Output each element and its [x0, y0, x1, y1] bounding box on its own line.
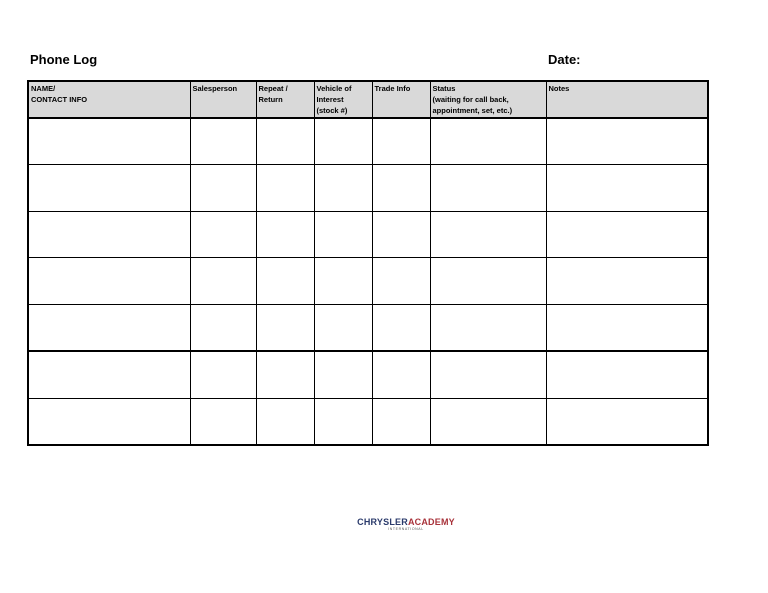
table-cell: [372, 118, 430, 165]
table-cell: [256, 118, 314, 165]
page-title: Phone Log: [30, 52, 98, 67]
table-cell: [190, 165, 256, 211]
column-header-status: Status (waiting for call back, appointment, set, etc.): [430, 81, 546, 118]
logo-subtext: INTERNATIONAL: [388, 527, 424, 531]
table-cell: [28, 165, 190, 211]
table-cell: [430, 258, 546, 304]
table-row: [28, 304, 708, 351]
table-cell: [256, 211, 314, 257]
table-cell: [546, 351, 708, 398]
table-cell: [430, 351, 546, 398]
table-cell: [314, 258, 372, 304]
table-cell: [28, 351, 190, 398]
table-cell: [28, 304, 190, 351]
table-cell: [372, 211, 430, 257]
column-header-repeat-return: Repeat / Return: [256, 81, 314, 118]
column-header-name-contact: NAME/ CONTACT INFO: [28, 81, 190, 118]
column-header-salesperson: Salesperson: [190, 81, 256, 118]
table-row: [28, 118, 708, 165]
table-row: [28, 258, 708, 304]
table-cell: [546, 211, 708, 257]
table-cell: [546, 258, 708, 304]
table-cell: [28, 258, 190, 304]
table-cell: [256, 398, 314, 445]
phone-log-table: [27, 80, 709, 446]
table-cell: [546, 118, 708, 165]
table-cell: [430, 211, 546, 257]
header-row: [28, 81, 708, 118]
column-header-notes: Notes: [546, 81, 708, 118]
column-header-trade-info: Trade Info: [372, 81, 430, 118]
table-cell: [430, 118, 546, 165]
logo-text-academy: ACADEMY: [407, 517, 455, 527]
table-cell: [314, 211, 372, 257]
table-row: [28, 165, 708, 211]
table-cell: [314, 118, 372, 165]
table-cell: [546, 304, 708, 351]
table-cell: [430, 165, 546, 211]
table-cell: [256, 165, 314, 211]
logo-wordmark: [354, 517, 458, 527]
table-cell: [546, 398, 708, 445]
table-cell: [372, 304, 430, 351]
table-cell: [190, 398, 256, 445]
table-cell: [28, 211, 190, 257]
table-cell: [372, 258, 430, 304]
table-cell: [372, 398, 430, 445]
table-cell: [314, 304, 372, 351]
table-cell: [28, 398, 190, 445]
table-row: [28, 351, 708, 398]
date-label: Date:: [548, 52, 581, 67]
table-cell: [190, 351, 256, 398]
table-cell: [372, 165, 430, 211]
table-cell: [314, 351, 372, 398]
table-cell: [430, 398, 546, 445]
table-cell: [190, 304, 256, 351]
logo-text-chrysler: CHRYSLER: [357, 517, 408, 527]
column-header-vehicle-of-interest: Vehicle of Interest (stock #): [314, 81, 372, 118]
table-cell: [256, 304, 314, 351]
table-cell: [314, 398, 372, 445]
table-cell: [256, 258, 314, 304]
table-cell: [190, 118, 256, 165]
table-cell: [546, 165, 708, 211]
table-cell: [28, 118, 190, 165]
table-cell: [190, 258, 256, 304]
table-cell: [190, 211, 256, 257]
table-row: [28, 398, 708, 445]
chrysler-academy-logo: [354, 517, 458, 532]
table-cell: [314, 165, 372, 211]
table-cell: [372, 351, 430, 398]
table-cell: [430, 304, 546, 351]
table-row: [28, 211, 708, 257]
table-cell: [256, 351, 314, 398]
